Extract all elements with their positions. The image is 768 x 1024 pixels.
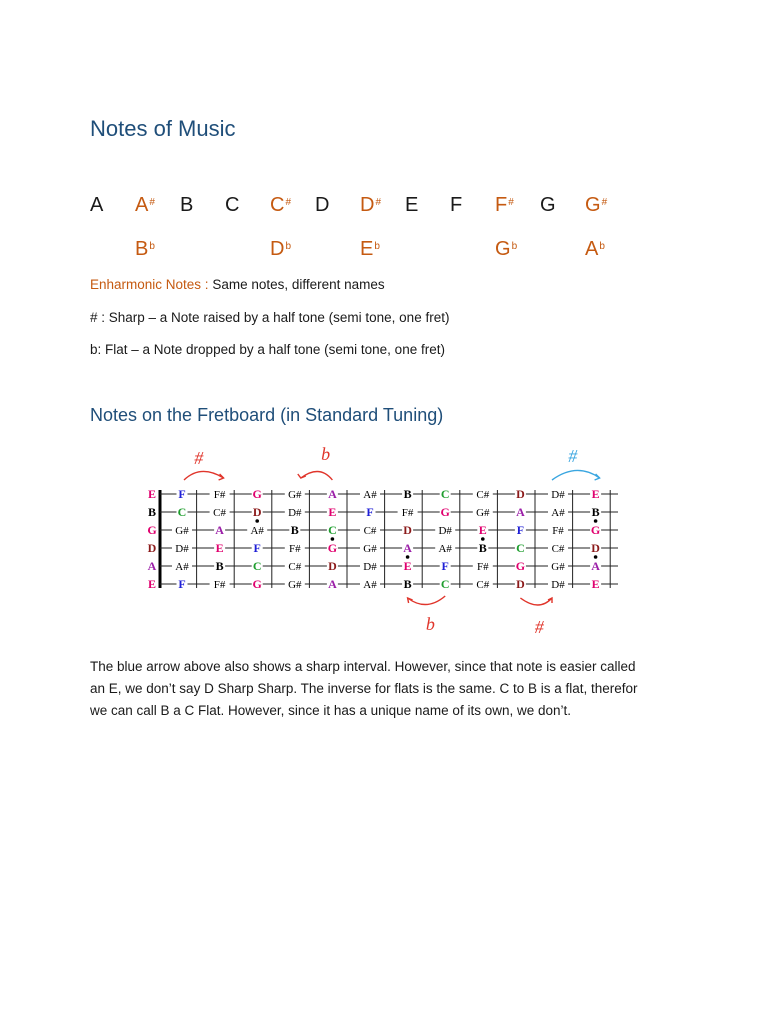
fret-note: F# xyxy=(552,525,564,537)
note-g-flat: $G^b$ xyxy=(495,238,518,260)
fret-note: A xyxy=(591,559,600,573)
note-d: D xyxy=(315,194,330,216)
bottom-flat-annotation-label: b xyxy=(425,614,435,634)
fret-note: F# xyxy=(476,561,489,573)
fret-note: C# xyxy=(476,489,490,501)
fret-note: B xyxy=(290,523,299,537)
fret-note: D# xyxy=(551,579,565,591)
note-c: C xyxy=(225,194,240,216)
flat-arrow-head xyxy=(298,474,306,478)
note-e: E xyxy=(405,194,419,216)
fret-note: A# xyxy=(250,525,264,537)
open-string-label: A xyxy=(147,559,157,573)
fret-marker-dot xyxy=(406,555,410,559)
open-string-label: D xyxy=(147,541,157,555)
fret-note: C xyxy=(328,523,337,537)
fret-note: A# xyxy=(363,489,377,501)
open-string-label: G xyxy=(147,523,157,537)
fret-note: A xyxy=(328,577,337,591)
fret-note: D xyxy=(252,505,262,519)
note-b-flat: $B^b$ xyxy=(135,238,155,260)
fretboard-diagram xyxy=(140,440,630,640)
fret-note: G xyxy=(440,505,450,519)
fret-note: B xyxy=(591,505,600,519)
note-a-flat: $A^b$ xyxy=(585,238,605,260)
fret-note: F xyxy=(178,577,186,591)
fret-note: C xyxy=(440,577,450,591)
fret-note: E xyxy=(478,523,487,537)
note-d-sharp: D# xyxy=(360,194,382,216)
fret-note: E xyxy=(591,577,600,591)
fret-note: E xyxy=(328,505,337,519)
fret-note: F xyxy=(366,505,374,519)
sharp-arrow xyxy=(184,471,224,480)
fret-note: D# xyxy=(175,543,189,555)
fret-note: F# xyxy=(288,543,301,555)
fret-note: C# xyxy=(288,561,302,573)
fret-note: D# xyxy=(438,525,452,537)
fret-note: E xyxy=(215,541,224,555)
fret-note: A# xyxy=(363,579,377,591)
fret-note: D xyxy=(328,559,337,573)
bottom-sharp-arrow xyxy=(520,598,552,605)
fret-note: C xyxy=(177,505,187,519)
fret-note: A# xyxy=(438,543,452,555)
bottom-sharp-annotation-label: # xyxy=(534,617,544,637)
fret-note: C xyxy=(516,541,525,555)
fret-note: G# xyxy=(288,579,302,591)
flat-annotation-label: b xyxy=(321,444,331,464)
sharp-definition: # : Sharp – a Note raised by a half tone (semi tone, one fret) xyxy=(90,310,450,325)
fret-note: A xyxy=(403,541,412,555)
open-string-label: E xyxy=(147,487,157,501)
fret-note: A# xyxy=(551,507,565,519)
fret-note: F# xyxy=(213,489,226,501)
fret-marker-dot xyxy=(594,555,598,559)
fret-note: E xyxy=(403,559,412,573)
note-g: G xyxy=(540,194,556,216)
fret-note: C xyxy=(440,487,450,501)
explanation-paragraph xyxy=(90,656,690,722)
fret-note: C# xyxy=(363,525,377,537)
fret-marker-dot xyxy=(255,519,259,523)
fret-note: F# xyxy=(213,579,226,591)
fret-note: F xyxy=(253,541,261,555)
fret-note: G# xyxy=(476,507,490,519)
fret-note: F xyxy=(441,559,449,573)
fret-note: C# xyxy=(213,507,227,519)
fret-marker-dot xyxy=(594,519,598,523)
fretboard-subtitle: Notes on the Fretboard (in Standard Tuning) xyxy=(90,405,444,425)
note-a: A xyxy=(90,194,104,216)
fret-note: G# xyxy=(551,561,565,573)
fret-note: A xyxy=(328,487,337,501)
fret-note: D xyxy=(403,523,412,537)
fret-note: G xyxy=(252,577,262,591)
fret-note: G xyxy=(590,523,601,537)
blue-sharp-annotation-label: # xyxy=(568,446,578,466)
fret-note: D xyxy=(516,487,525,501)
fret-note: G xyxy=(252,487,262,501)
note-f-sharp: F# xyxy=(495,194,514,216)
fret-note: D xyxy=(516,577,525,591)
fret-note: B xyxy=(478,541,487,555)
bottom-flat-arrow xyxy=(408,596,446,605)
explanation-line: an E, we don’t say D Sharp Sharp. The inverse for flats is the same. C to B is a flat, therefor xyxy=(90,681,638,696)
note-e-flat: $E^b$ xyxy=(360,238,380,260)
note-a-sharp: A# xyxy=(135,194,155,216)
enharmonic-label: Enharmonic Notes : xyxy=(90,277,209,292)
fret-note: G xyxy=(327,541,338,555)
fret-note: E xyxy=(591,487,600,501)
note-g-sharp: G# xyxy=(585,194,608,216)
enharmonic-line xyxy=(90,277,385,292)
note-c-sharp: C# xyxy=(270,194,292,216)
explanation-line: The blue arrow above also shows a sharp interval. However, since that note is easier called xyxy=(90,659,636,674)
sharp-annotation-label: # xyxy=(194,448,204,468)
fret-note: G# xyxy=(363,543,377,555)
fret-note: A xyxy=(516,505,525,519)
fret-note: D# xyxy=(551,489,565,501)
fret-note: G# xyxy=(175,525,189,537)
fret-note: G xyxy=(515,559,526,573)
note-f: F xyxy=(450,194,463,216)
open-string-label: E xyxy=(147,577,157,591)
open-string-label: B xyxy=(147,505,157,519)
fret-marker-dot xyxy=(481,537,485,541)
fret-note: F# xyxy=(401,507,414,519)
fret-note: B xyxy=(403,487,412,501)
enharmonic-text: Same notes, different names xyxy=(208,277,385,292)
fret-note: B xyxy=(403,577,412,591)
note-d-flat: $D^b$ xyxy=(270,238,292,260)
fret-note: F xyxy=(178,487,186,501)
fret-note: C# xyxy=(551,543,565,555)
page-title: Notes of Music xyxy=(90,116,236,141)
explanation-line: we can call B a C Flat. However, since it has a unique name of its own, we don’t. xyxy=(90,703,571,718)
flat-definition: b: Flat – a Note dropped by a half tone (semi tone, one fret) xyxy=(90,342,445,357)
fret-note: A xyxy=(215,523,224,537)
fret-note: B xyxy=(215,559,224,573)
fret-note: A# xyxy=(175,561,189,573)
fret-note: F xyxy=(516,523,525,537)
fret-marker-dot xyxy=(331,537,335,541)
fret-note: D# xyxy=(363,561,377,573)
fret-note: D# xyxy=(288,507,302,519)
fret-note: G# xyxy=(288,489,302,501)
fret-note: C# xyxy=(476,579,490,591)
fret-note: C xyxy=(252,559,262,573)
blue-sharp-arrow xyxy=(552,470,600,480)
fret-note: D xyxy=(591,541,600,555)
note-b: B xyxy=(180,194,194,216)
